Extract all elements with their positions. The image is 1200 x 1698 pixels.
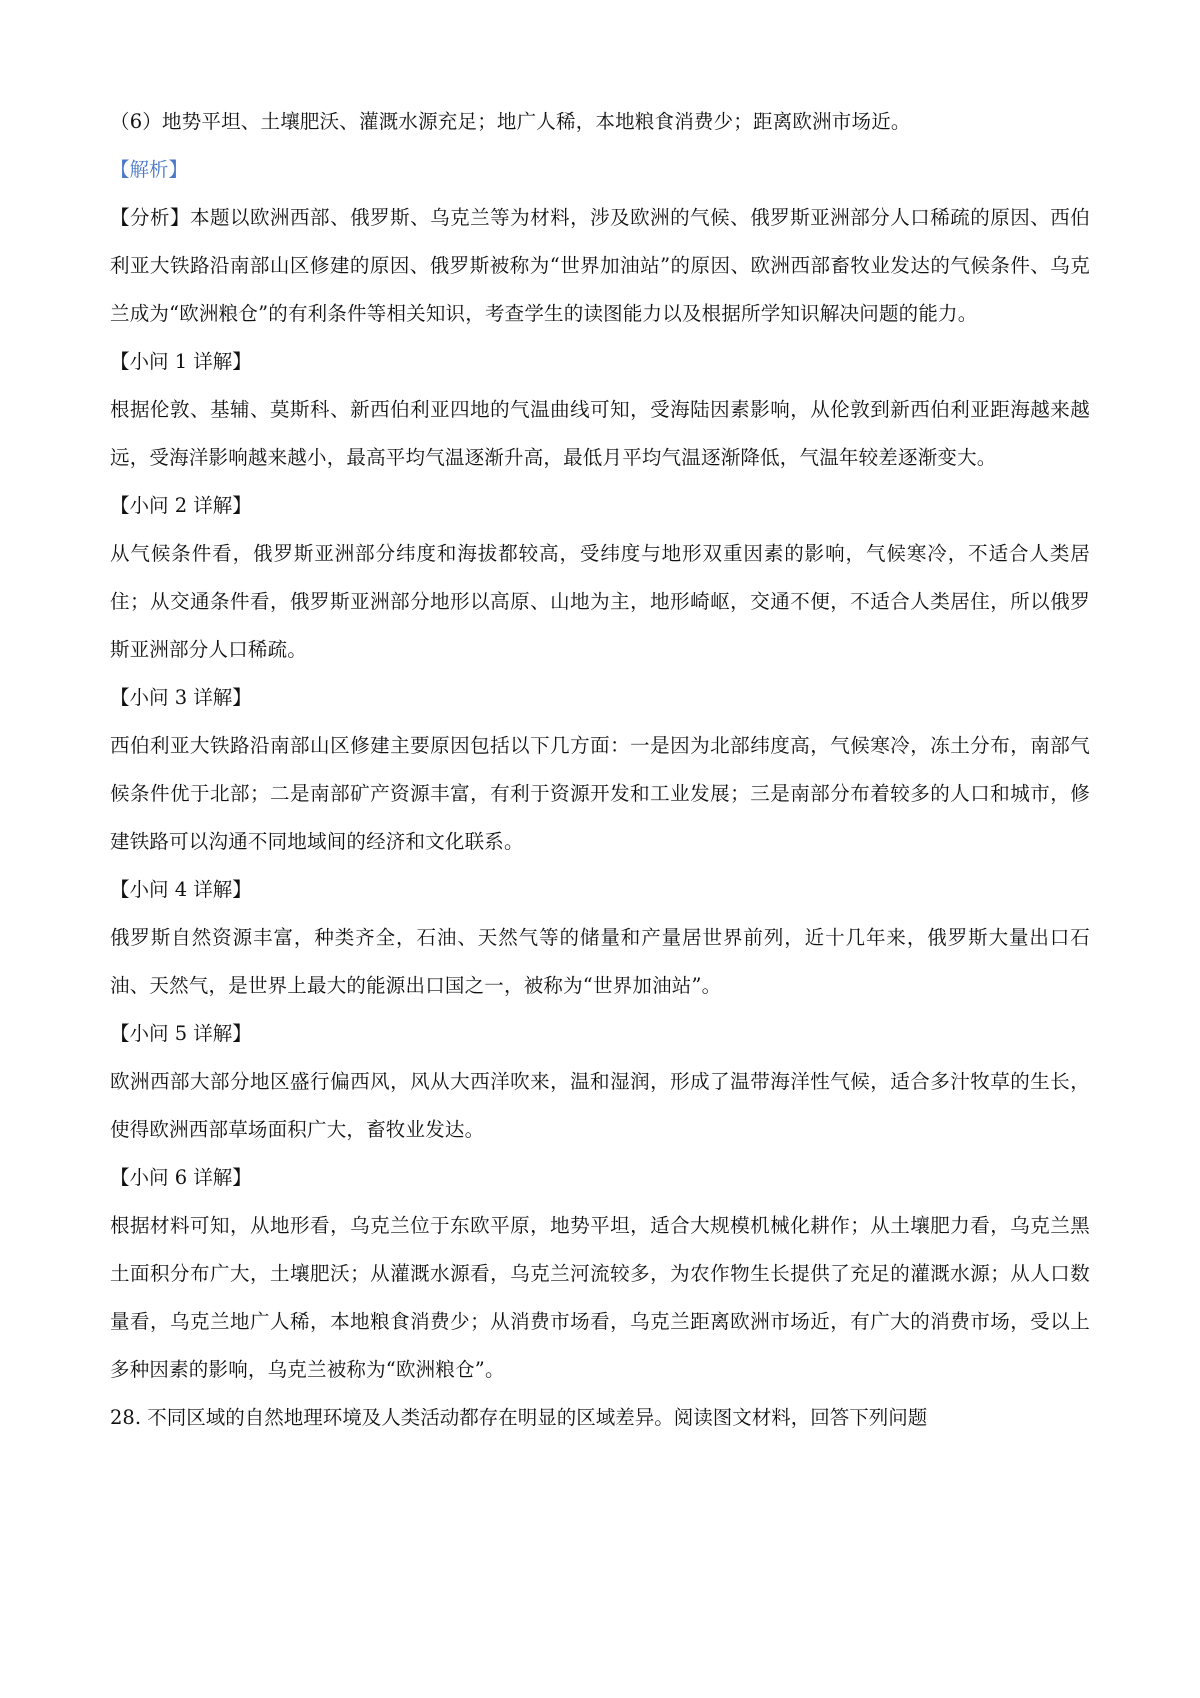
- section-2-body: 从气候条件看，俄罗斯亚洲部分纬度和海拔都较高，受纬度与地形双重因素的影响，气候寒冷，不适合人类居住；从交通条件看，俄罗斯亚洲部分地形以高原、山地为主，地形崎岖，交通不便，不适合人类居住，所以俄罗斯亚洲部分人口稀疏。: [110, 542, 1090, 661]
- analysis-intro: 【分析】本题以欧洲西部、俄罗斯、乌克兰等为材料，涉及欧洲的气候、俄罗斯亚洲部分人口稀疏的原因、西伯利亚大铁路沿南部山区修建的原因、俄罗斯被称为“世界加油站”的原因、欧洲西部畜牧业发达的气候条件、乌克兰成为“欧洲粮仓”的有利条件等相关知识，考查学生的读图能力以及根据所学知识解决问题的能力。: [110, 206, 1090, 325]
- section-6-body: 根据材料可知，从地形看，乌克兰位于东欧平原，地势平坦，适合大规模机械化耕作；从土壤肥力看，乌克兰黑土面积分布广大，土壤肥沃；从灌溉水源看，乌克兰河流较多，为农作物生长提供了充足的灌溉水源；从人口数量看，乌克兰地广人稀，本地粮食消费少；从消费市场看，乌克兰距离欧洲市场近，有广大的消费市场，受以上多种因素的影响，乌克兰被称为“欧洲粮仓”。: [110, 1214, 1090, 1381]
- document-page: [110, 98, 1090, 1442]
- section-5-body: 欧洲西部大部分地区盛行偏西风，风从大西洋吹来，温和湿润，形成了温带海洋性气候，适合多汁牧草的生长，使得欧洲西部草场面积广大，畜牧业发达。: [110, 1070, 1090, 1141]
- analysis-heading: 【解析】: [110, 158, 189, 181]
- section-6-heading: 【小问 6 详解】: [110, 1166, 252, 1189]
- section-3-heading: 【小问 3 详解】: [110, 686, 252, 709]
- section-1-body: 根据伦敦、基辅、莫斯科、新西伯利亚四地的气温曲线可知，受海陆因素影响，从伦敦到新西伯利亚距海越来越远，受海洋影响越来越小，最高平均气温逐渐升高，最低月平均气温逐渐降低，气温年较差逐渐变大。: [110, 398, 1090, 469]
- section-5-heading: 【小问 5 详解】: [110, 1022, 252, 1045]
- section-4-heading: 【小问 4 详解】: [110, 878, 252, 901]
- section-2-heading: 【小问 2 详解】: [110, 494, 252, 517]
- section-3-body: 西伯利亚大铁路沿南部山区修建主要原因包括以下几方面：一是因为北部纬度高，气候寒冷，冻土分布，南部气候条件优于北部；二是南部矿产资源丰富，有利于资源开发和工业发展；三是南部分布着较多的人口和城市，修建铁路可以沟通不同地域间的经济和文化联系。: [110, 734, 1090, 853]
- answer-line-6: （6）地势平坦、土壤肥沃、灌溉水源充足；地广人稀，本地粮食消费少；距离欧洲市场近。: [110, 110, 911, 133]
- question-28: 28. 不同区域的自然地理环境及人类活动都存在明显的区域差异。阅读图文材料，回答下列问题: [110, 1406, 928, 1429]
- section-1-heading: 【小问 1 详解】: [110, 350, 252, 373]
- section-4-body: 俄罗斯自然资源丰富，种类齐全，石油、天然气等的储量和产量居世界前列，近十几年来，俄罗斯大量出口石油、天然气，是世界上最大的能源出口国之一，被称为“世界加油站”。: [110, 926, 1090, 997]
